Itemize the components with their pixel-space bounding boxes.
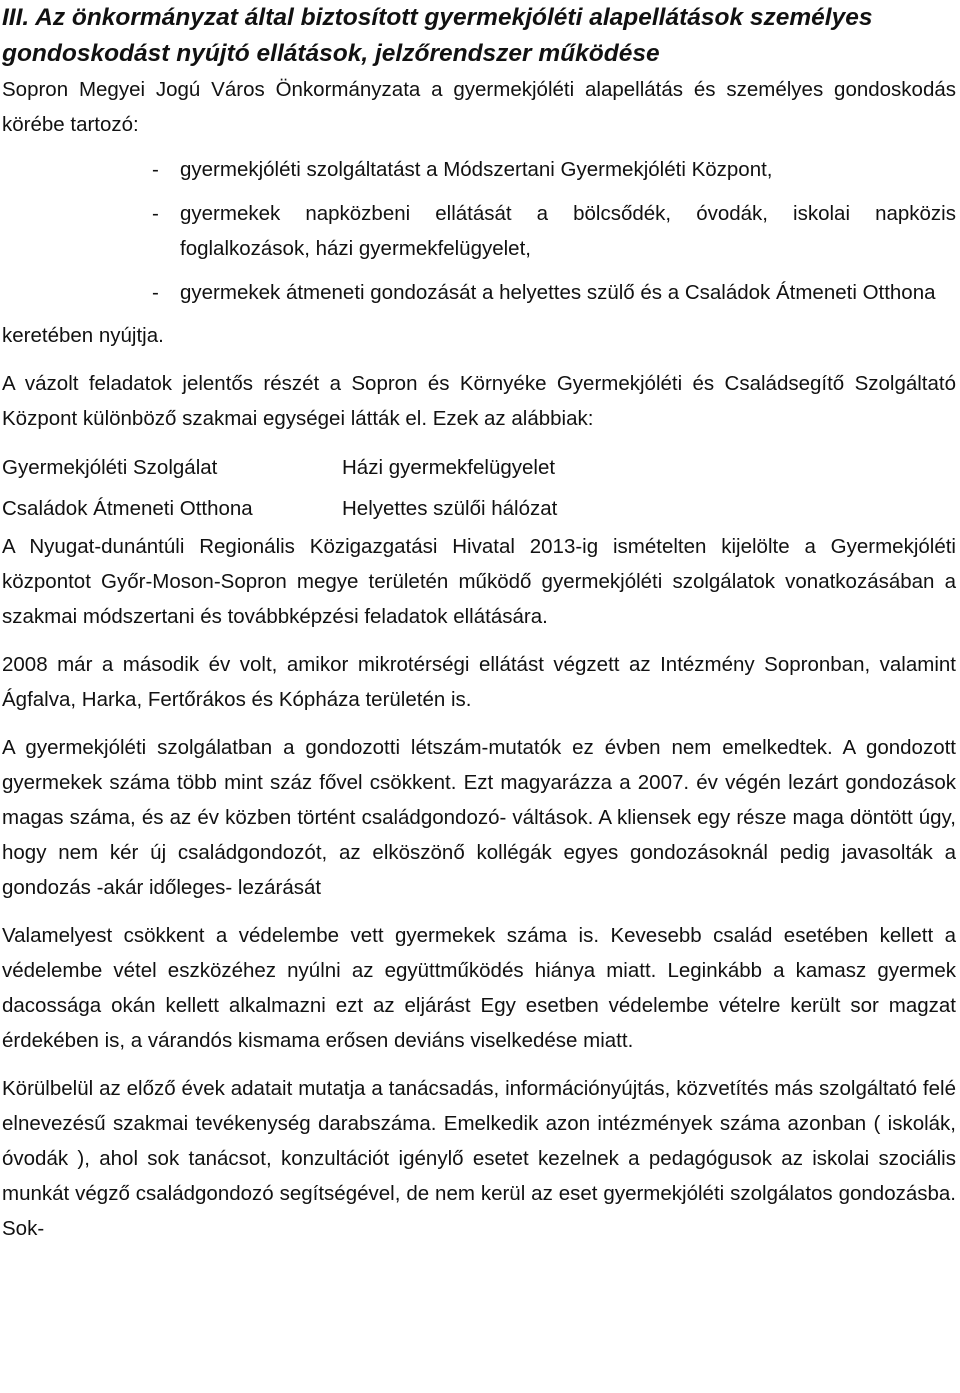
body-paragraph: Körülbelül az előző évek adatait mutatja a tanácsadás, információnyújtás, közvetítés más szolgáltató felé elnevezésű szakmai tevékenység darabszáma. Emelkedik azon intézmények száma azonban ( iskolák, óvodák ), ahol sok tanácsot, konzultációt igénylő esetet kezelnek a pedagógusok az iskolai szociális munkát végző családgondozó segítségével, de nem kerül az eset gyermekjóléti szolgálatos gondozásba. Sok-: [2, 1077, 956, 1240]
service-unit: Helyettes szülői hálózat: [342, 497, 558, 520]
intro-paragraph: Sopron Megyei Jogú Város Önkormányzata a gyermekjóléti alapellátás és személyes gondoskodás körébe tartozó:: [2, 78, 956, 136]
body-paragraph: A Nyugat-dunántúli Regionális Közigazgatási Hivatal 2013-ig ismételten kijelölte a Gyermekjóléti központot Győr-Moson-Sopron megye területén működő gyermekjóléti szolgálatok vonatkozásában a szakmai módszertani és továbbképzési feladatok ellátására.: [2, 535, 956, 628]
list-dash: -: [152, 158, 159, 181]
list-item-text: gyermekek átmeneti gondozását a helyettes szülő és a Családok Átmeneti Otthona: [180, 281, 936, 304]
list-dash: -: [152, 202, 159, 225]
body-paragraph: 2008 már a második év volt, amikor mikrotérségi ellátást végzett az Intézmény Sopronban, valamint Ágfalva, Harka, Fertőrákos és Kópháza területén is.: [2, 653, 956, 711]
list-item: [2, 196, 956, 266]
provider-list: [2, 152, 956, 310]
list-item: [2, 152, 956, 187]
body-paragraph: A gyermekjóléti szolgálatban a gondozotti létszám-mutatók ez évben nem emelkedtek. A gondozott gyermekek száma több mint száz fővel csökkent. Ezt magyarázza a 2007. év végén lezárt gondozások magas száma, és az év közben történt családgondozó- váltások. A kliensek egy része maga döntött úgy, hogy nem kér új családgondozót, az elköszönő kollégák egyes gondozásoknál pedig javasolták a gondozás -akár időleges- lezárását: [2, 736, 956, 899]
section-heading: III. Az önkormányzat által biztosított gyermekjóléti alapellátások személyes gondoskodást nyújtó ellátások, jelzőrendszer működése: [2, 4, 873, 67]
list-item: [2, 275, 956, 310]
service-units-table: [2, 447, 956, 529]
document-page: [2, 0, 956, 1246]
service-unit: Házi gyermekfelügyelet: [342, 456, 556, 479]
list-closing-text: keretében nyújtja.: [2, 324, 164, 347]
body-paragraph: Valamelyest csökkent a védelembe vett gyermekek száma is. Kevesebb család esetében kellett a védelembe vétel eszközéhez nyúlni az együttműködés hiánya miatt. Leginkább a kamasz gyermek dacossága okán kellett alkalmazni ezt az eljárást Egy esetben védelembe vételre került sor magzat érdekében is, a várandós kismama erősen deviáns viselkedése miatt.: [2, 924, 956, 1052]
list-item-text: gyermekjóléti szolgáltatást a Módszertani Gyermekjóléti Központ,: [180, 158, 773, 181]
service-unit: Családok Átmeneti Otthona: [2, 497, 253, 520]
list-item-text: gyermekek napközbeni ellátását a bölcsődék, óvodák, iskolai napközis foglalkozások, házi gyermekfelügyelet,: [180, 202, 956, 260]
list-dash: -: [152, 281, 159, 304]
tasks-paragraph: A vázolt feladatok jelentős részét a Sopron és Környéke Gyermekjóléti és Családsegítő Szolgáltató Központ különböző szakmai egységei látták el. Ezek az alábbiak:: [2, 372, 956, 430]
service-unit: Gyermekjóléti Szolgálat: [2, 456, 218, 479]
